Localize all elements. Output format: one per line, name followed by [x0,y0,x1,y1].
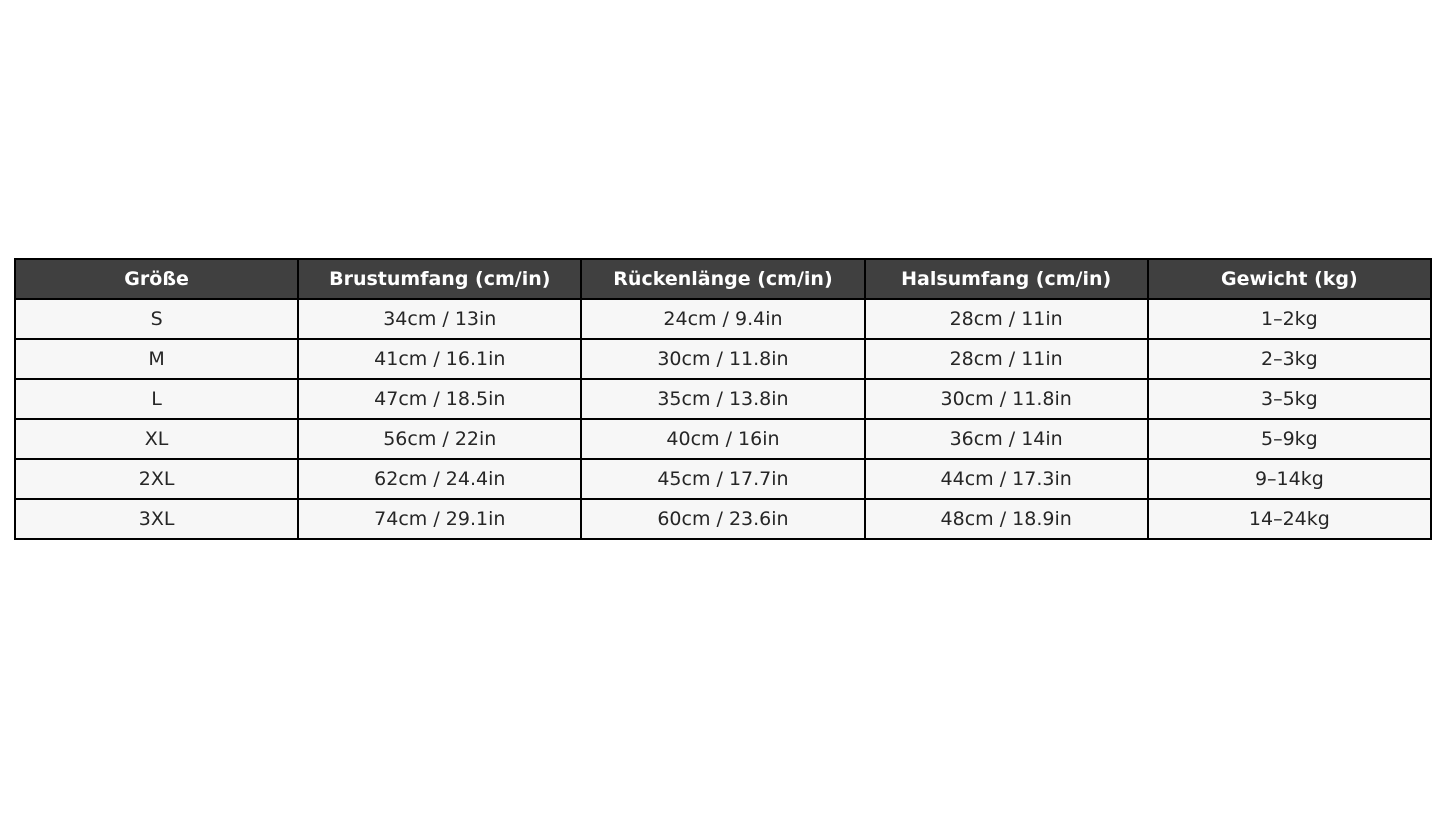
table-cell: 40cm / 16in [581,419,864,459]
table-cell: 24cm / 9.4in [581,299,864,339]
table-cell: 1–2kg [1148,299,1431,339]
table-cell: 30cm / 11.8in [865,379,1148,419]
table-row [15,419,1431,459]
table-cell: 41cm / 16.1in [298,339,581,379]
column-header-back-length: Rückenlänge (cm/in) [581,259,864,299]
table-cell: 2–3kg [1148,339,1431,379]
table-row [15,459,1431,499]
table-cell: 56cm / 22in [298,419,581,459]
table-cell: 3XL [15,499,298,539]
column-header-weight: Gewicht (kg) [1148,259,1431,299]
table-cell: 60cm / 23.6in [581,499,864,539]
table-cell: 48cm / 18.9in [865,499,1148,539]
table-header [15,259,1431,299]
table-cell: 74cm / 29.1in [298,499,581,539]
column-header-size: Größe [15,259,298,299]
table-cell: 47cm / 18.5in [298,379,581,419]
table-cell: 28cm / 11in [865,339,1148,379]
table-cell: 9–14kg [1148,459,1431,499]
table-cell: S [15,299,298,339]
table-cell: 28cm / 11in [865,299,1148,339]
table-cell: XL [15,419,298,459]
table-cell: 35cm / 13.8in [581,379,864,419]
column-header-neck: Halsumfang (cm/in) [865,259,1148,299]
table-cell: 3–5kg [1148,379,1431,419]
table-cell: 45cm / 17.7in [581,459,864,499]
table-cell: 30cm / 11.8in [581,339,864,379]
table-row [15,499,1431,539]
table-cell: M [15,339,298,379]
table-row [15,299,1431,339]
table-cell: L [15,379,298,419]
header-row [15,259,1431,299]
table-cell: 34cm / 13in [298,299,581,339]
table-row [15,339,1431,379]
table-cell: 2XL [15,459,298,499]
column-header-chest: Brustumfang (cm/in) [298,259,581,299]
table-cell: 5–9kg [1148,419,1431,459]
table-row [15,379,1431,419]
table-cell: 62cm / 24.4in [298,459,581,499]
table-cell: 44cm / 17.3in [865,459,1148,499]
size-chart-table [14,258,1432,540]
table-body [15,299,1431,539]
table-cell: 14–24kg [1148,499,1431,539]
table-cell: 36cm / 14in [865,419,1148,459]
